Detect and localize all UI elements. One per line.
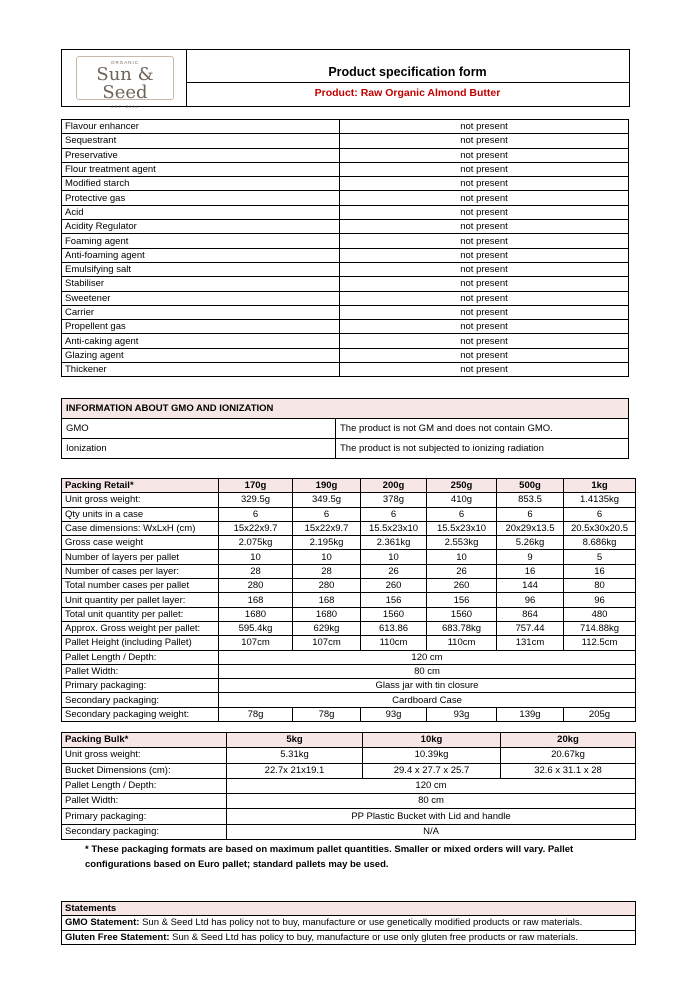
company-logo: ORGANIC Sun & Seed EST. 2004 [76,56,174,100]
retail-label: Gross case weight [62,536,219,550]
additive-row [62,205,629,219]
retail-row [62,507,636,521]
retail-value: 78g [219,707,293,721]
additive-row [62,277,629,291]
additive-row [62,134,629,148]
retail-value: 16 [564,564,636,578]
retail-header-cell: 200g [361,479,427,493]
retail-header-cell: 1kg [564,479,636,493]
additive-row [62,334,629,348]
additive-row [62,148,629,162]
retail-label: Case dimensions: WxLxH (cm) [62,521,219,535]
retail-merged-row [62,664,636,678]
additive-name: Flour treatment agent [62,162,340,176]
retail-value: 15.5x23x10 [427,521,497,535]
retail-label: Secondary packaging: [62,693,219,707]
retail-value: 613.86 [361,621,427,635]
retail-value: 853.5 [497,493,564,507]
retail-value: 2.075kg [219,536,293,550]
bulk-merged-value: PP Plastic Bucket with Lid and handle [227,809,636,824]
additive-value: not present [340,148,629,162]
additive-row [62,120,629,134]
retail-row [62,521,636,535]
additive-value: not present [340,363,629,377]
retail-value: 168 [293,593,361,607]
additive-row [62,291,629,305]
additive-name: Anti-foaming agent [62,248,340,262]
retail-value: 28 [293,564,361,578]
retail-value: 78g [293,707,361,721]
retail-value: 9 [497,550,564,564]
gmo-ionization-table [61,398,629,459]
retail-value: 714.88kg [564,621,636,635]
additive-name: Sequestrant [62,134,340,148]
gmo-row [62,419,629,439]
additive-name: Sweetener [62,291,340,305]
additive-value: not present [340,177,629,191]
additive-value: not present [340,320,629,334]
retail-header-cell: 500g [497,479,564,493]
retail-merged-row [62,693,636,707]
retail-value: 110cm [427,636,497,650]
retail-value: 1560 [361,607,427,621]
bulk-label: Unit gross weight: [62,748,227,763]
bulk-label: Pallet Length / Depth: [62,778,227,793]
additive-value: not present [340,348,629,362]
retail-header-cell: Packing Retail* [62,479,219,493]
retail-value: 349.5g [293,493,361,507]
additive-value: not present [340,162,629,176]
retail-label: Pallet Height (including Pallet) [62,636,219,650]
retail-value: 205g [564,707,636,721]
retail-label: Number of layers per pallet [62,550,219,564]
additive-row [62,248,629,262]
bulk-merged-row [62,824,636,839]
bulk-merged-value: 120 cm [227,778,636,793]
retail-value: 260 [361,579,427,593]
retail-label: Secondary packaging weight: [62,707,219,721]
additive-name: Glazing agent [62,348,340,362]
retail-value: 260 [427,579,497,593]
retail-value: 93g [427,707,497,721]
retail-value: 5 [564,550,636,564]
statements-heading-row [62,902,636,916]
retail-value: 10 [427,550,497,564]
gmo-heading-row [62,399,629,419]
additive-name: Propellent gas [62,320,340,334]
retail-value: 6 [219,507,293,521]
gluten-statement-label: Gluten Free Statement: [65,931,170,943]
additive-name: Carrier [62,305,340,319]
bulk-header-cell: Packing Bulk* [62,733,227,748]
retail-value: 107cm [293,636,361,650]
bulk-header-cell: 20kg [501,733,636,748]
retail-value: 15x22x9.7 [293,521,361,535]
retail-value: 96 [497,593,564,607]
retail-value: 80 [564,579,636,593]
retail-value: 6 [361,507,427,521]
additive-name: Modified starch [62,177,340,191]
retail-value: 378g [361,493,427,507]
additive-row [62,220,629,234]
additive-row [62,234,629,248]
retail-value: 1680 [293,607,361,621]
retail-value: 1560 [427,607,497,621]
additive-value: not present [340,205,629,219]
retail-row [62,593,636,607]
retail-value: 10 [219,550,293,564]
retail-label: Primary packaging: [62,679,219,693]
retail-value: 139g [497,707,564,721]
statements-table [61,901,636,945]
ionization-row [62,439,629,459]
bulk-merged-value: N/A [227,824,636,839]
retail-value: 156 [361,593,427,607]
additive-value: not present [340,248,629,262]
form-title: Product specification form [328,65,487,79]
gluten-statement [62,930,636,944]
product-title: Product: Raw Organic Almond Butter [314,87,501,99]
additive-name: Acid [62,205,340,219]
bulk-value: 32.6 x 31.1 x 28 [501,763,636,778]
retail-header-row [62,479,636,493]
gmo-statement [62,916,636,930]
retail-value: 410g [427,493,497,507]
bulk-packing-table [61,732,636,840]
additive-value: not present [340,234,629,248]
additive-row [62,191,629,205]
retail-header-cell: 190g [293,479,361,493]
retail-row [62,607,636,621]
retail-value: 864 [497,607,564,621]
additive-name: Emulsifying salt [62,262,340,276]
retail-value: 595.4kg [219,621,293,635]
bulk-merged-row [62,809,636,824]
retail-row [62,636,636,650]
retail-value: 15.5x23x10 [361,521,427,535]
retail-merged-row [62,650,636,664]
additive-row [62,262,629,276]
additive-name: Flavour enhancer [62,120,340,134]
retail-label: Number of cases per layer: [62,564,219,578]
retail-value: 10 [293,550,361,564]
retail-merged-value: Glass jar with tin closure [219,679,636,693]
retail-value: 2.553kg [427,536,497,550]
gluten-statement-row [62,930,636,944]
retail-value: 112.5cm [564,636,636,650]
bulk-merged-row [62,778,636,793]
retail-packing-table [61,478,636,722]
bulk-label: Bucket Dimensions (cm): [62,763,227,778]
bulk-row [62,763,636,778]
retail-value: 329.5g [219,493,293,507]
retail-label: Pallet Width: [62,664,219,678]
retail-value: 5.26kg [497,536,564,550]
retail-value: 15x22x9.7 [219,521,293,535]
gmo-statement-row [62,916,636,930]
retail-value: 2.361kg [361,536,427,550]
bulk-value: 5.31kg [227,748,363,763]
additive-value: not present [340,220,629,234]
retail-value: 16 [497,564,564,578]
retail-value: 6 [427,507,497,521]
additive-name: Acidity Regulator [62,220,340,234]
retail-value: 757.44 [497,621,564,635]
logo-cell [62,50,187,109]
retail-value: 1680 [219,607,293,621]
retail-value: 20x29x13.5 [497,521,564,535]
retail-label: Approx. Gross weight per pallet: [62,621,219,635]
bulk-row [62,748,636,763]
statements-heading: Statements [62,902,636,916]
additive-name: Thickener [62,363,340,377]
packaging-footnote: * These packaging formats are based on maximum pallet quantities. Smaller or mixed orders will vary. Pallet configurations based on Euro pallet; standard pallets may be used. [85,844,574,870]
bulk-label: Primary packaging: [62,809,227,824]
additive-value: not present [340,262,629,276]
bulk-merged-value: 80 cm [227,794,636,809]
additive-row [62,177,629,191]
retail-value: 96 [564,593,636,607]
bulk-value: 22.7x 21x19.1 [227,763,363,778]
additive-value: not present [340,191,629,205]
additive-row [62,162,629,176]
gmo-value: The product is not GM and does not contain GMO. [336,419,629,439]
retail-value: 1.4135kg [564,493,636,507]
retail-value: 6 [293,507,361,521]
bulk-header-row [62,733,636,748]
gmo-statement-text: Sun & Seed Ltd has policy not to buy, manufacture or use genetically modified products or raw materials. [139,917,583,929]
retail-merged-value: Cardboard Case [219,693,636,707]
gmo-label: GMO [62,419,336,439]
retail-merged-value: 120 cm [219,650,636,664]
retail-value: 156 [427,593,497,607]
retail-row [62,550,636,564]
retail-value: 26 [361,564,427,578]
retail-header-cell: 170g [219,479,293,493]
retail-row [62,493,636,507]
additive-name: Anti-caking agent [62,334,340,348]
additive-value: not present [340,291,629,305]
retail-value: 629kg [293,621,361,635]
bulk-header-cell: 5kg [227,733,363,748]
additive-value: not present [340,277,629,291]
retail-label: Unit quantity per pallet layer: [62,593,219,607]
bulk-merged-row [62,794,636,809]
additive-name: Protective gas [62,191,340,205]
retail-value: 93g [361,707,427,721]
additive-value: not present [340,305,629,319]
ionization-value: The product is not subjected to ionizing radiation [336,439,629,459]
additive-value: not present [340,134,629,148]
retail-value: 107cm [219,636,293,650]
additive-name: Preservative [62,148,340,162]
additive-row [62,320,629,334]
header-divider [186,82,629,83]
retail-value: 8.686kg [564,536,636,550]
form-header [61,49,630,107]
additive-name: Foaming agent [62,234,340,248]
retail-value: 10 [361,550,427,564]
additives-table [61,119,629,377]
retail-label: Qty units in a case [62,507,219,521]
additive-row [62,305,629,319]
retail-merged-row [62,679,636,693]
retail-label: Total unit quantity per pallet: [62,607,219,621]
retail-value: 6 [564,507,636,521]
bulk-value: 10.39kg [363,748,501,763]
retail-value: 110cm [361,636,427,650]
retail-value: 20.5x30x20.5 [564,521,636,535]
retail-row [62,579,636,593]
retail-row [62,536,636,550]
retail-value: 480 [564,607,636,621]
bulk-value: 20.67kg [501,748,636,763]
bulk-label: Pallet Width: [62,794,227,809]
retail-value: 2.195kg [293,536,361,550]
gmo-statement-label: GMO Statement: [65,917,140,929]
additive-row [62,348,629,362]
retail-label: Unit gross weight: [62,493,219,507]
additive-value: not present [340,120,629,134]
retail-value: 280 [219,579,293,593]
retail-header-cell: 250g [427,479,497,493]
bulk-label: Secondary packaging: [62,824,227,839]
retail-label: Pallet Length / Depth: [62,650,219,664]
ionization-label: Ionization [62,439,336,459]
additive-name: Stabiliser [62,277,340,291]
retail-label: Total number cases per pallet [62,579,219,593]
gluten-statement-text: Sun & Seed Ltd has policy to buy, manufacture or use only gluten free products or raw materials. [169,931,579,943]
retail-value: 26 [427,564,497,578]
retail-value: 28 [219,564,293,578]
retail-value: 683.78kg [427,621,497,635]
retail-value: 131cm [497,636,564,650]
bulk-value: 29.4 x 27.7 x 25.7 [363,763,501,778]
additive-value: not present [340,334,629,348]
retail-row [62,621,636,635]
additive-row [62,363,629,377]
retail-value: 144 [497,579,564,593]
retail-value: 168 [219,593,293,607]
bulk-header-cell: 10kg [363,733,501,748]
retail-row [62,707,636,721]
gmo-heading: INFORMATION ABOUT GMO AND IONIZATION [62,399,629,419]
retail-value: 6 [497,507,564,521]
retail-value: 280 [293,579,361,593]
retail-row [62,564,636,578]
retail-merged-value: 80 cm [219,664,636,678]
